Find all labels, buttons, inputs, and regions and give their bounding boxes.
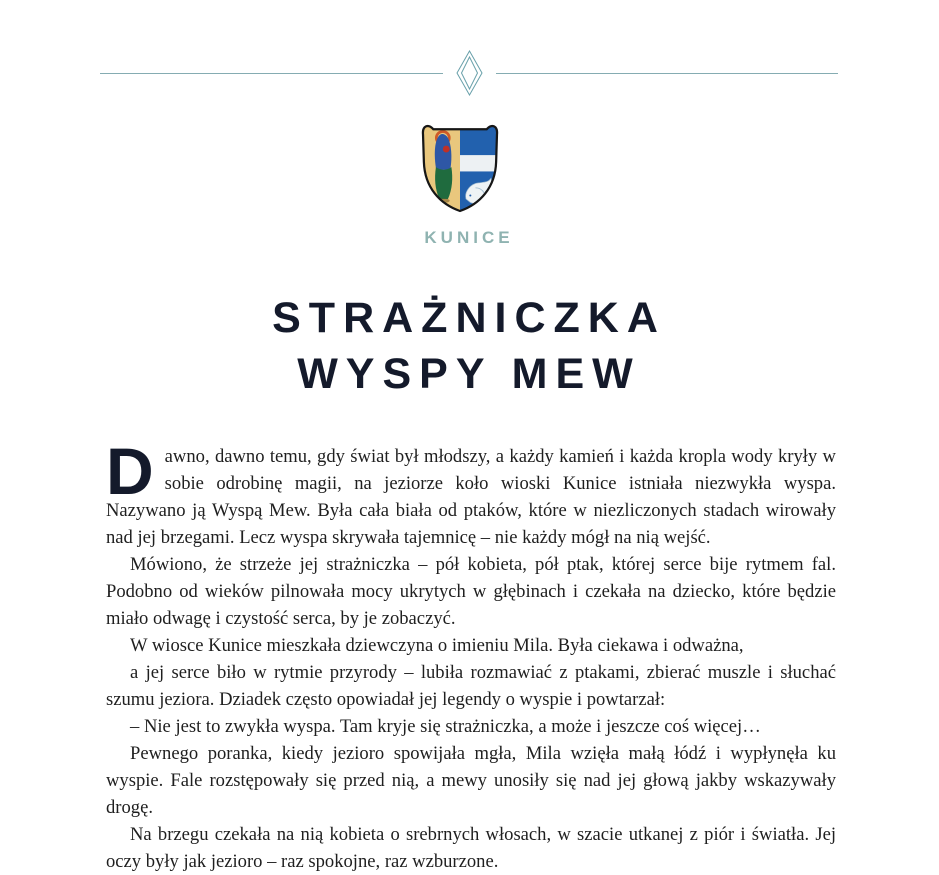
location-label: KUNICE	[424, 228, 514, 247]
story-paragraph: a jej serce biło w rytmie przyrody – lubiła rozmawiać z ptakami, zbierać muszle i słuchać szumu jeziora. Dziadek często opowiadał jej legendy o wyspie i powtarzał:	[106, 662, 836, 710]
story-paragraph: Mówiono, że strzeże jej strażniczka – pół kobieta, pół ptak, której serce bije rytmem fal. Podobno od wieków pilnowała mocy ukrytych w głębinach i czekała na dziecko, które będzie miało odwagę i czystość serca, by je zobaczyć.	[106, 554, 836, 629]
story-paragraph: W wiosce Kunice mieszkała dziewczyna o imieniu Mila. Była ciekawa i odważna,	[130, 635, 744, 656]
page-title-line2: WYSPY MEW	[297, 350, 641, 398]
paragraph-text: awno, dawno temu, gdy świat był młodszy, a każdy kamień i każda kropla wody kryły w sobie odrobinę magii, na jeziorze koło wioski Kunice istniała niezwykła wyspa. Nazywano ją Wyspą Mew. Była cała biała od ptaków, które w niezliczonych stadach wirowały nad jej brzegami. Lecz wyspa skrywała tajemnicę – nie każdy mógł na nią wejść.	[106, 446, 836, 548]
divider-line-right	[496, 73, 839, 74]
story-paragraph: Pewnego poranka, kiedy jezioro spowijała mgła, Mila wzięła małą łódź i wypłynęła ku wyspie. Fale rozstępowały się przed nią, a mewy unosiły się nad jej głową jakby wskazywały drogę.	[106, 743, 836, 818]
story-text	[106, 434, 836, 875]
drop-cap: D	[106, 434, 154, 508]
story-paragraph: Na brzegu czekała na nią kobieta o srebrnych włosach, w szacie utkanej z piór i światła. Jej oczy były jak jezioro – raz spokojne, raz wzburzone.	[106, 824, 836, 872]
section-divider	[100, 50, 838, 96]
story-paragraph	[106, 434, 836, 551]
divider-line-left	[100, 73, 443, 74]
kunice-coat-of-arms-icon	[417, 120, 503, 216]
page-title	[70, 290, 868, 402]
diamond-ornament-icon	[456, 50, 483, 96]
page-title-line1: STRAŻNICZKA	[272, 294, 666, 342]
story-paragraph: – Nie jest to zwykła wyspa. Tam kryje się strażniczka, a może i jeszcze coś więcej…	[130, 716, 761, 737]
